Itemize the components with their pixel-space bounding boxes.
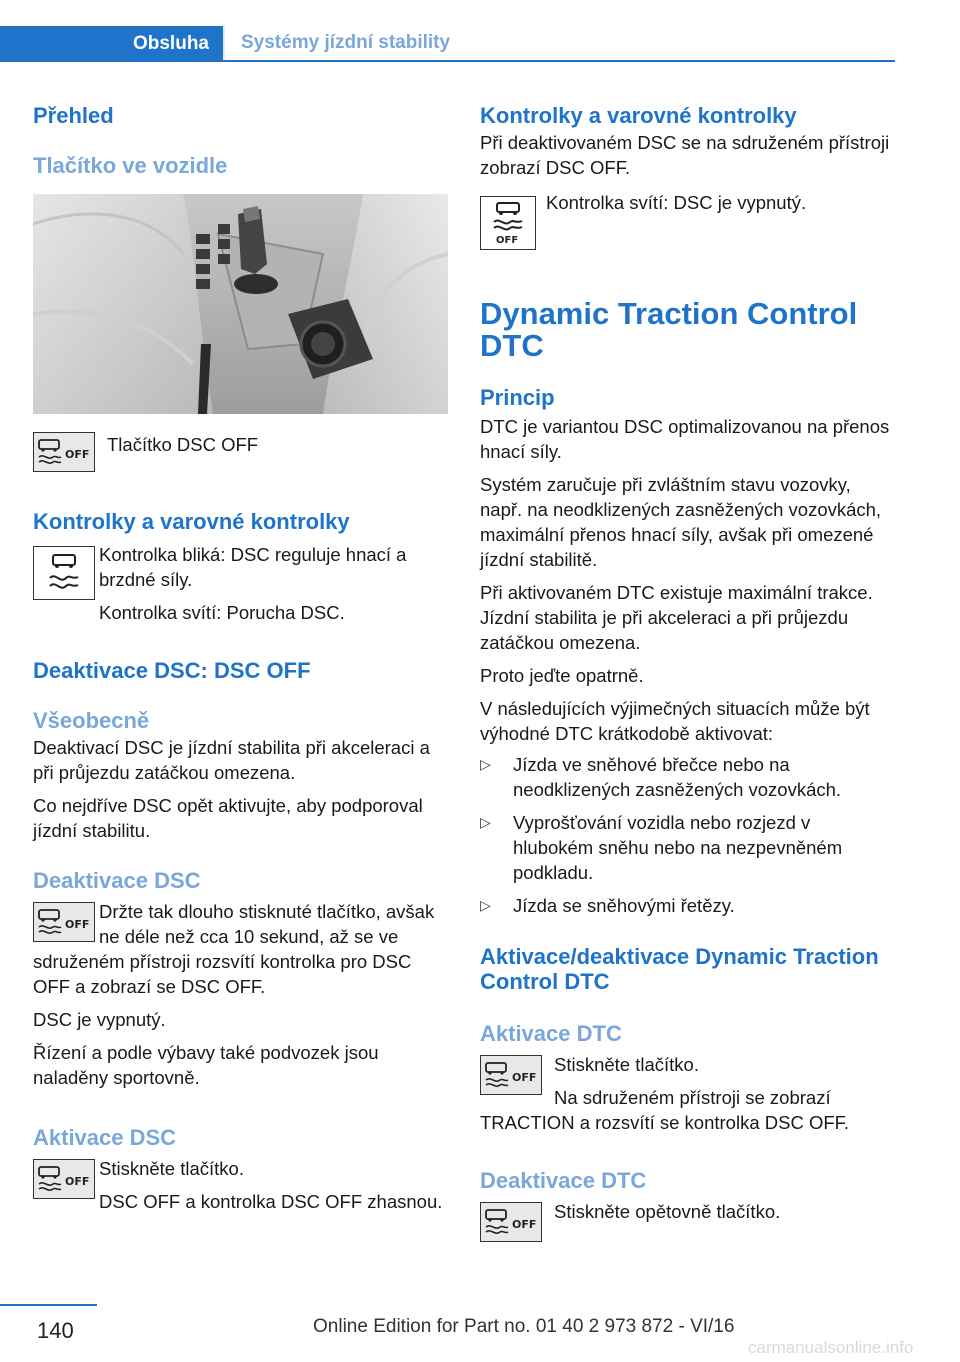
svg-text:OFF: OFF: [512, 1071, 537, 1084]
tab-stability-systems[interactable]: Systémy jízdní stability: [241, 32, 451, 53]
dsc-off-button-icon: [33, 1159, 95, 1199]
principle-p2: Systém zaručuje při zvláštním stavu vozovky, např. na neodklizených zasněžených vozovkách, maximální přenos hnací síly, avšak při omezené jízdní stabilitě.: [480, 474, 882, 570]
dsc-off-button-caption: [33, 432, 448, 476]
heading-deactivation: Deaktivace DSC: DSC OFF: [33, 658, 311, 683]
heading-button-in-vehicle: Tlačítko ve vozidle: [33, 153, 228, 178]
light-text-2: Kontrolka svítí: Porucha DSC.: [99, 602, 345, 623]
heading-activate-dtc: Aktivace DTC: [480, 1021, 622, 1046]
dsc-off-button-icon: [33, 432, 95, 472]
heading-general: Všeobecně: [33, 708, 150, 733]
heading-dtc-title-2: DTC: [480, 328, 544, 363]
dsc-off-light-icon: [480, 196, 536, 250]
dsc-off-button-icon: [33, 902, 95, 942]
deactivate-dsc-block: [33, 899, 448, 999]
principle-p3: Při aktivovaném DTC existuje maximální trakce. Jízdní stabilita je při akceleraci a při průjezdu zatáčkou omezena.: [480, 582, 873, 653]
activate-p2: DSC OFF a kontrolka DSC OFF zhasnou.: [99, 1191, 443, 1212]
svg-text:OFF: OFF: [65, 448, 90, 461]
tab-underline: [0, 60, 895, 62]
light-text-1: Kontrolka bliká: DSC reguluje hnací a brzdné síly.: [99, 544, 407, 590]
tab-obsluha[interactable]: Obsluha: [0, 26, 223, 62]
svg-text:OFF: OFF: [496, 235, 519, 246]
heading-principle: Princip: [480, 385, 555, 410]
deactivate-p1: Držte tak dlouho stisknuté tlačítko, avšak ne déle než cca 10 sekund, až se ve sdruženém přístroji rozsvítí kontrolka pro DSC OFF a zobrazí se DSC OFF.: [33, 901, 435, 997]
activate-dtc-p2: Na sdruženém přístroji se zobrazí TRACTION a rozsvítí se kontrolka DSC OFF.: [480, 1087, 850, 1133]
activate-dtc-block: [480, 1052, 895, 1135]
deactivate-dtc-block: [480, 1199, 895, 1247]
footer-rule: [0, 1304, 97, 1306]
general-p2: Co nejdříve DSC opět aktivujte, aby podporoval jízdní stabilitu.: [33, 795, 423, 841]
activate-dtc-p1: Stiskněte tlačítko.: [554, 1054, 699, 1075]
deactivate-dtc-p1: Stiskněte opětovně tlačítko.: [554, 1201, 781, 1222]
situations-list: [480, 752, 895, 918]
activate-dsc-block: [33, 1156, 448, 1214]
heading-overview: Přehled: [33, 103, 114, 128]
lights-intro: Při deaktivovaném DSC se na sdruženém přístroji zobrazí DSC OFF.: [480, 132, 890, 178]
left-column: [33, 100, 448, 1214]
principle-p5: V následujících výjimečných situacích může být výhodné DTC krátkodobě aktivovat:: [480, 698, 870, 744]
triangle-bullet-icon: ▷: [480, 756, 491, 772]
header-tabbar: [0, 26, 895, 62]
activate-p1: Stiskněte tlačítko.: [99, 1158, 244, 1179]
svg-text:OFF: OFF: [65, 1175, 90, 1188]
deactivate-p2: DSC je vypnutý.: [33, 1009, 166, 1030]
triangle-bullet-icon: ▷: [480, 814, 491, 830]
page-number: 140: [37, 1318, 74, 1343]
tab-separator: [223, 26, 225, 62]
heading-dtc-title-1: Dynamic Traction Control: [480, 296, 858, 331]
list-item-text: Jízda se sněhovými řetězy.: [513, 895, 735, 916]
heading-deactivate-dtc: Deaktivace DTC: [480, 1168, 647, 1193]
dsc-off-light-block: [480, 190, 895, 252]
principle-p4: Proto jeďte opatrně.: [480, 665, 644, 686]
list-item: [480, 810, 895, 885]
dsc-off-button-icon: [480, 1055, 542, 1095]
heading-activate-dsc: Aktivace DSC: [33, 1125, 177, 1150]
warning-light-block: [33, 542, 448, 625]
heading-lights-right: Kontrolky a varovné kontrolky: [480, 103, 797, 128]
heading-deactivate-dsc: Deaktivace DSC: [33, 868, 201, 893]
right-column: [480, 100, 895, 1247]
list-item-text: Vyprošťování vozidla nebo rozjezd v hlubokém sněhu nebo na nezpevněném podkladu.: [513, 812, 843, 883]
center-console-photo: [33, 194, 448, 414]
principle-p1: DTC je variantou DSC optimalizovanou na přenos hnací síly.: [480, 416, 890, 462]
list-item-text: Jízda ve sněhové břečce nebo na neodklizených zasněžených vozovkách.: [513, 754, 842, 800]
list-item: [480, 893, 895, 918]
dsc-warning-light-icon: [33, 546, 95, 600]
lights-text: Kontrolka svítí: DSC je vypnutý.: [546, 192, 807, 213]
heading-lights-left: Kontrolky a varovné kontrolky: [33, 509, 350, 534]
dsc-off-button-icon: [480, 1202, 542, 1242]
svg-text:OFF: OFF: [512, 1218, 537, 1231]
deactivate-p3: Řízení a podle výbavy také podvozek jsou naladěny sportovně.: [33, 1042, 379, 1088]
button-caption-text: Tlačítko DSC OFF: [107, 434, 259, 455]
console-illustration: [33, 194, 448, 414]
general-p1: Deaktivací DSC je jízdní stabilita při akceleraci a při průjezdu zatáčkou omezena.: [33, 737, 430, 783]
watermark: carmanualsonline.info: [748, 1338, 914, 1357]
online-edition: Online Edition for Part no. 01 40 2 973 872 - VI/16: [313, 1316, 735, 1337]
list-item: [480, 752, 895, 802]
heading-actdeact-dtc: Aktivace/deaktivace Dynamic Traction Control DTC: [480, 944, 879, 994]
svg-text:OFF: OFF: [65, 918, 90, 931]
triangle-bullet-icon: ▷: [480, 897, 491, 913]
